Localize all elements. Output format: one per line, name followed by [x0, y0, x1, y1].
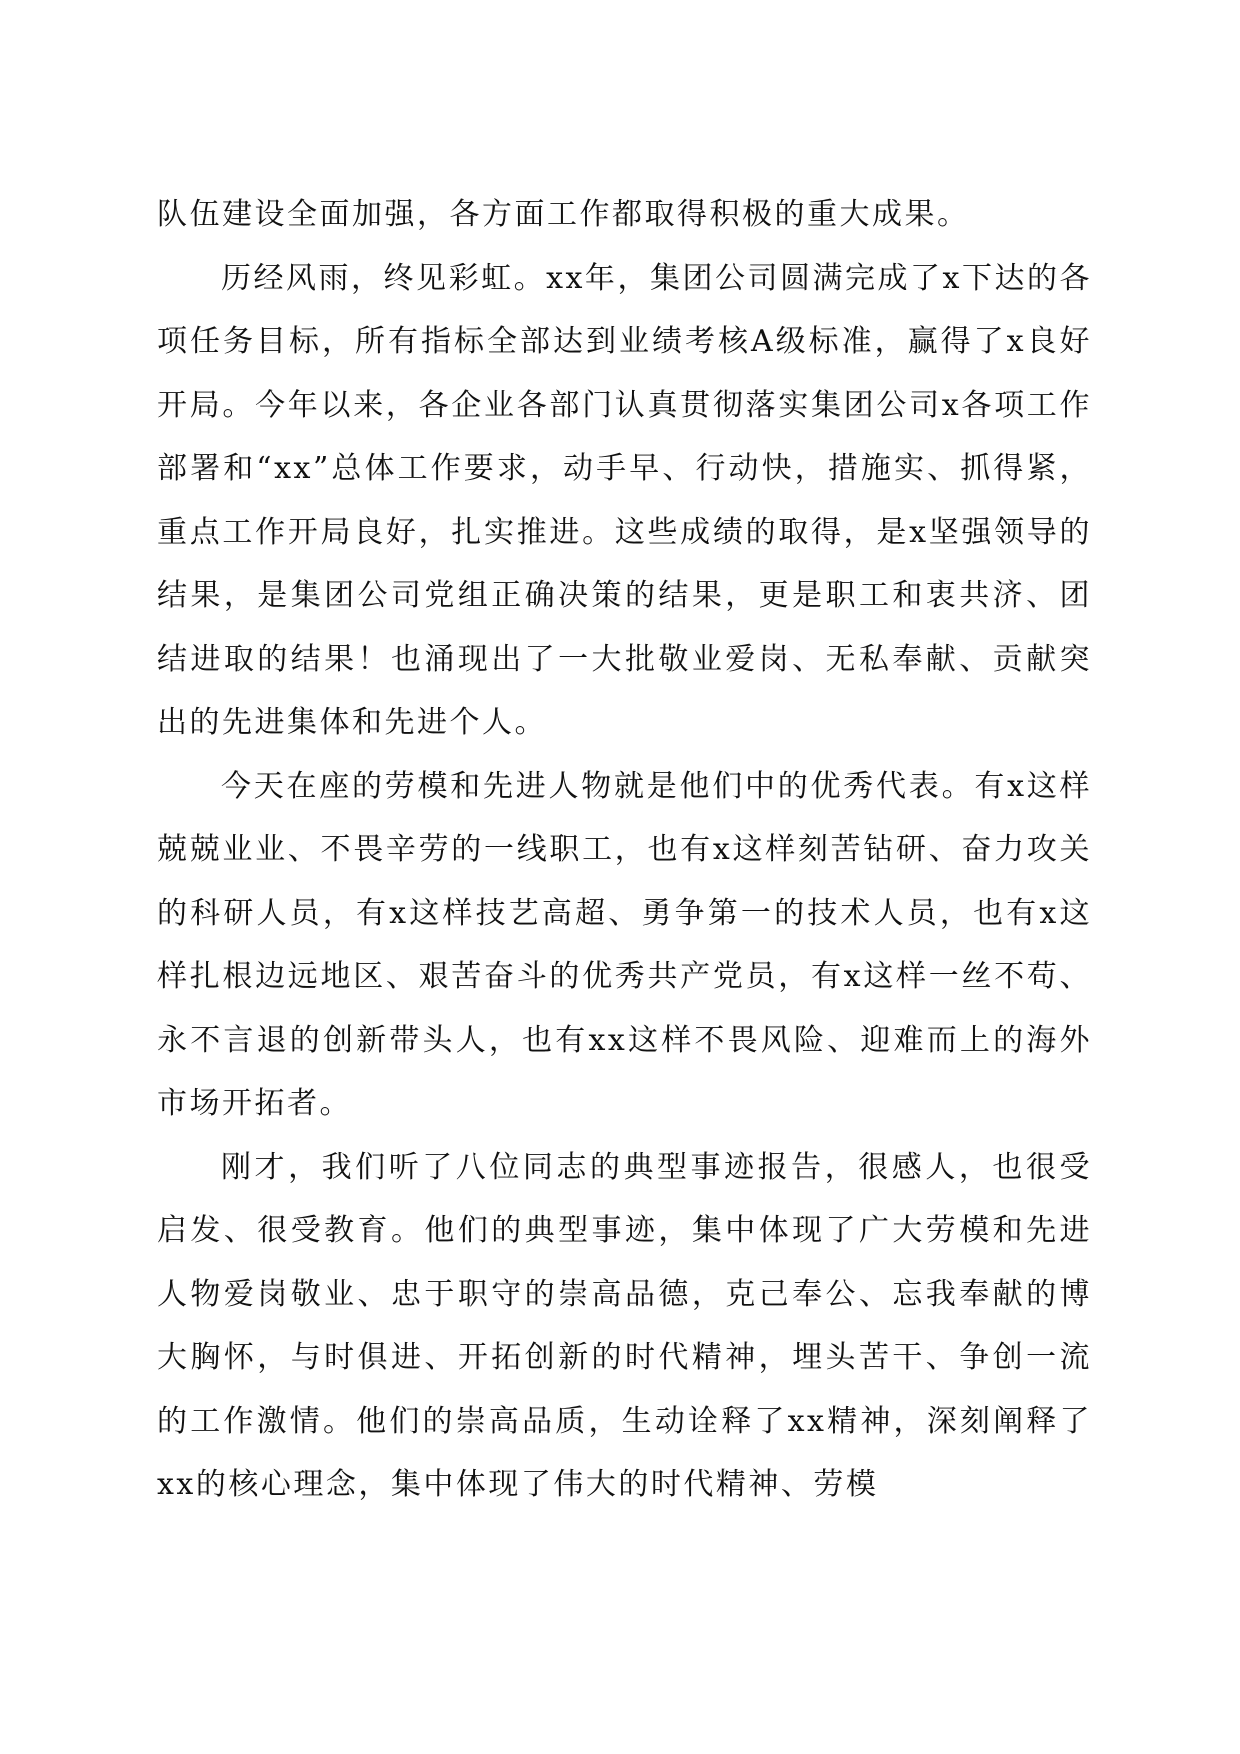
paragraph-continuation: 队伍建设全面加强，各方面工作都取得积极的重大成果。 — [157, 197, 970, 232]
document-body — [157, 183, 1092, 1517]
paragraph-achievements: 历经风雨，终见彩虹。xx年，集团公司圆满完成了x下达的各项任务目标，所有指标全部达到业绩考核A级标准，赢得了x良好开局。今年以来，各企业各部门认真贯彻落实集团公司x各项工作部署和“xx”总体工作要求，动手早、行动快，措施实、抓得紧，重点工作开局良好，扎实推进。这些成绩的取得，是x坚强领导的结果，是集团公司党组正确决策的结果，更是职工和衷共济、团结进取的结果！也涌现出了一大批敬业爱岗、无私奉献、贡献突出的先进集体和先进个人。 — [157, 260, 1092, 740]
paragraph-report-reflection: 刚才，我们听了八位同志的典型事迹报告，很感人，也很受启发、很受教育。他们的典型事迹，集中体现了广大劳模和先进人物爱岗敬业、忠于职守的崇高品德，克己奉公、忘我奉献的博大胸怀，与时俱进、开拓创新的时代精神，埋头苦干、争创一流的工作激情。他们的崇高品质，生动诠释了xx精神，深刻阐释了xx的核心理念，集中体现了伟大的时代精神、劳模 — [157, 1149, 1092, 1502]
paragraph-model-workers: 今天在座的劳模和先进人物就是他们中的优秀代表。有x这样兢兢业业、不畏辛劳的一线职工，也有x这样刻苦钻研、奋力攻关的科研人员，有x这样技艺高超、勇争第一的技术人员，也有x这样扎根边远地区、艰苦奋斗的优秀共产党员，有x这样一丝不苟、永不言退的创新带头人，也有xx这样不畏风险、迎难而上的海外市场开拓者。 — [157, 768, 1092, 1121]
